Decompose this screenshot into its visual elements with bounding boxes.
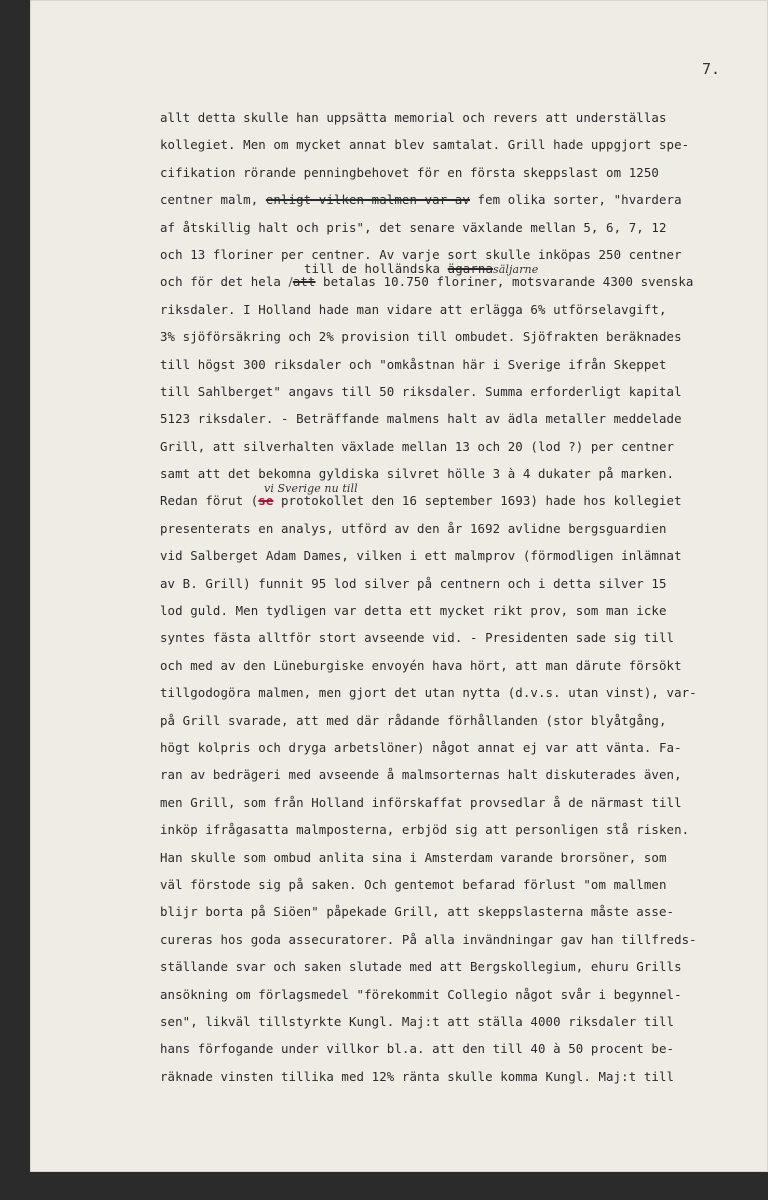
text-line: tillgodogöra malmen, men gjort det utan nytta (d.v.s. utan vinst), var-: [160, 685, 697, 701]
text-line: men Grill, som från Holland införskaffat provsedlar å de närmast till: [160, 794, 682, 810]
interlinear-insertion: [264, 474, 358, 502]
text-line: presenterats en analys, utförd av den år 1692 avlidne bergsguardien: [160, 520, 667, 536]
text-line: Han skulle som ombud anlita sina i Amsterdam varande brorsöner, som: [160, 849, 667, 865]
handwritten-insertion: säljarne: [493, 263, 539, 277]
text-line: 5123 riksdaler. - Beträffande malmens halt av ädla metaller meddelade: [160, 411, 682, 427]
struck-text: att: [292, 274, 316, 290]
text-line: vid Salberget Adam Dames, vilken i ett malmprov (förmodligen inlämnat: [160, 548, 682, 564]
text-line: cureras hos goda assecuratorer. På alla invändningar gav han tillfreds-: [160, 931, 697, 947]
text-line: Grill, att silverhalten växlade mellan 13 och 20 (lod ?) per centner: [160, 438, 675, 454]
page-number: 7.: [702, 60, 721, 78]
line-segment: betalas 10.750 floriner, motsvarande 4300 svenska: [315, 274, 694, 290]
body-text: [160, 104, 740, 1090]
text-line: blijr borta på Siöen" påpekade Grill, att skeppslasterna måste asse-: [160, 904, 675, 920]
text-line: riksdaler. I Holland hade man vidare att erlägga 6% utförselavgift,: [160, 301, 667, 317]
handwritten-insertion: vi Sverige nu till: [264, 482, 358, 496]
text-line: på Grill svarade, att med där rådande förhållanden (stor blyåtgång,: [160, 712, 667, 728]
text-line: sen", likväl tillstyrkte Kungl. Maj:t att ställa 4000 riksdaler till: [160, 1013, 675, 1029]
text-line: [160, 186, 740, 213]
text-line: ran av bedrägeri med avseende å malmsorternas halt diskuterades även,: [160, 767, 682, 783]
text-line: till Sahlberget" angavs till 50 riksdaler. Summa erforderligt kapital: [160, 383, 682, 399]
text-line: 3% sjöförsäkring och 2% provision till ombudet. Sjöfrakten beräknades: [160, 329, 682, 345]
inserted-typed-text: till de holländska: [304, 261, 448, 277]
inserted-struck-text: ägarna: [447, 261, 493, 277]
red-struck-text: se: [258, 493, 274, 509]
text-line: inköp ifrågasatta malmposterna, erbjöd sig att personligen stå risken.: [160, 822, 690, 838]
text-line: syntes fästa alltför stort avseende vid. - Presidenten sade sig till: [160, 630, 675, 646]
text-line: [160, 261, 740, 295]
text-line: ställande svar och saken slutade med att Bergskollegium, ehuru Grills: [160, 959, 682, 975]
text-line: [160, 482, 740, 514]
line-segment: protokollet den 16 september 1693) hade hos kollegiet: [273, 493, 682, 509]
text-line: väl förstode sig på saken. Och gentemot befarad förlust "om mallmen: [160, 876, 667, 892]
line-segment: centner malm,: [160, 192, 266, 208]
line-segment: Redan förut (: [160, 493, 259, 509]
interlinear-insertion: [304, 255, 538, 283]
text-line: ansökning om förlagsmedel "förekommit Collegio något svår i begynnel-: [160, 986, 682, 1002]
text-line: till högst 300 riksdaler och "omkåstnan här i Sverige ifrån Skeppet: [160, 356, 667, 372]
text-line: och 13 floriner per centner. Av varje sort skulle inköpas 250 centner: [160, 246, 682, 262]
text-line: allt detta skulle han uppsätta memorial och revers att underställas: [160, 110, 667, 125]
text-line: lod guld. Men tydligen var detta ett mycket rikt prov, som man icke: [160, 603, 667, 619]
line-segment: fem olika sorter, "hvardera: [469, 192, 682, 208]
text-line: och med av den Lüneburgiske envoyén hava hört, att man därute försökt: [160, 657, 682, 673]
text-line: kollegiet. Men om mycket annat blev samtalat. Grill hade uppgjort spe-: [160, 137, 690, 153]
text-line: av B. Grill) funnit 95 lod silver på centnern och i detta silver 15: [160, 575, 667, 591]
text-line: hans förfogande under villkor bl.a. att den till 40 à 50 procent be-: [160, 1041, 675, 1057]
text-line: samt att det bekomna gyldiska silvret hölle 3 à 4 dukater på marken.: [160, 466, 675, 482]
struck-text: enligt vilken malmen var av: [265, 192, 470, 208]
insertion-caret: /: [288, 274, 293, 290]
text-line: räknade vinsten tillika med 12% ränta skulle komma Kungl. Maj:t till: [160, 1068, 675, 1084]
text-line: högt kolpris och dryga arbetslöner) något annat ej var att vänta. Fa-: [160, 739, 682, 755]
document-page: [30, 0, 768, 1172]
text-line: af åtskillig halt och pris", det senare växlande mellan 5, 6, 7, 12: [160, 219, 667, 235]
line-segment: och för det hela: [160, 274, 289, 290]
text-line: cifikation rörande penningbehovet för en första skeppslast om 1250: [160, 164, 659, 180]
